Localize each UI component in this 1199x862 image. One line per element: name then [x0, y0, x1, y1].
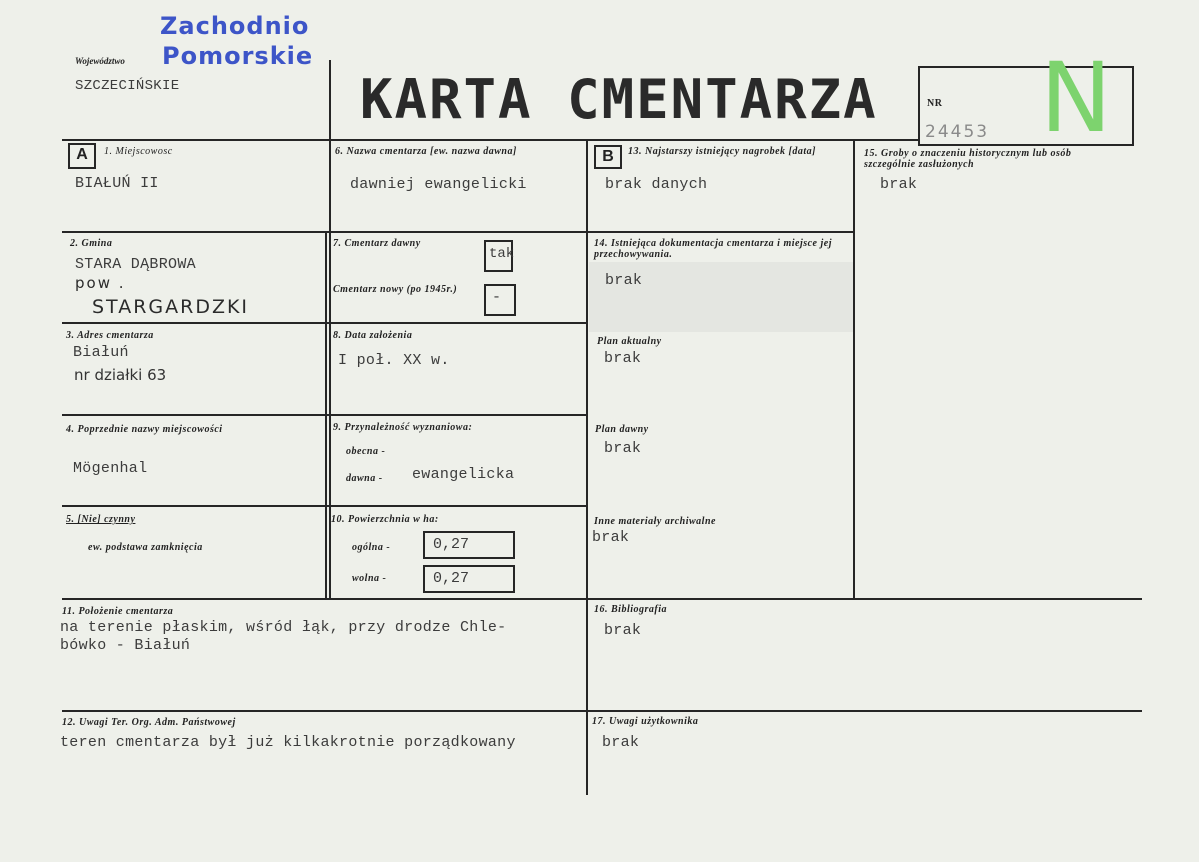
gmina-label: 2. Gmina: [70, 238, 113, 249]
ogolna-value: 0,27: [423, 531, 515, 559]
wojewodztwo-value: SZCZECIŃSKIE: [75, 78, 180, 94]
poprzednie-value: Mögenhal: [73, 460, 148, 477]
section-a-badge: A: [68, 143, 96, 169]
miejscowosc-value: BIAŁUŃ II: [75, 175, 159, 192]
poprzednie-label: 4. Poprzednie nazwy miejscowości: [66, 424, 223, 435]
bibliografia-label: 16. Bibliografia: [594, 604, 668, 615]
stamp-line2: Pomorskie: [162, 42, 314, 70]
uwagi-ter-value: teren cmentarza był już kilkakrotnie porządkowany: [60, 734, 516, 751]
nr-value: 24453: [925, 122, 990, 142]
plan-dawny-label: Plan dawny: [595, 424, 649, 435]
groby-label: 15. Groby o znaczeniu historycznym lub osób szczególnie zasłużonych: [864, 148, 1072, 170]
polozenie-value-2: bówko - Białuń: [60, 637, 191, 654]
czynny-label: 5. [Nie] czynny: [66, 514, 136, 525]
wojewodztwo-label: Województwo: [75, 56, 125, 66]
nowy-label: Cmentarz nowy (po 1945r.): [333, 284, 458, 295]
uwagi-uzytkownika-value: brak: [602, 734, 640, 751]
obecna-label: obecna -: [346, 446, 386, 457]
plan-dawny-value: brak: [604, 440, 642, 457]
dawny-value: tak: [484, 240, 513, 272]
data-zalozenia-label: 8. Data założenia: [333, 330, 413, 341]
powiat-prefix: pow .: [75, 274, 126, 292]
section-b-badge: B: [594, 145, 622, 169]
plan-aktualny-value: brak: [604, 350, 642, 367]
wolna-label: wolna -: [352, 573, 387, 584]
zamkniecie-label: ew. podstawa zamknięcia: [88, 542, 203, 553]
gmina-value: STARA DĄBROWA: [75, 256, 196, 273]
polozenie-label: 11. Położenie cmentarza: [62, 606, 174, 617]
bibliografia-value: brak: [604, 622, 642, 639]
powierzchnia-label: 10. Powierzchnia w ha:: [331, 514, 439, 525]
polozenie-value-1: na terenie płaskim, wśród łąk, przy drodze Chle-: [60, 619, 507, 636]
inne-label: Inne materiały archiwalne: [594, 516, 716, 527]
stamp-line1: Zachodnio: [160, 12, 310, 40]
inne-value: brak: [592, 529, 630, 546]
nazwa-label: 6. Nazwa cmentarza [ew. nazwa dawna]: [335, 146, 517, 157]
ogolna-label: ogólna -: [352, 542, 391, 553]
wolna-value: 0,27: [423, 565, 515, 593]
powiat-value: STARGARDZKI: [92, 296, 250, 318]
groby-value: brak: [880, 176, 918, 193]
plan-aktualny-label: Plan aktualny: [597, 336, 662, 347]
dawny-label: 7. Cmentarz dawny: [333, 238, 421, 249]
adres-value: Białuń: [73, 344, 129, 361]
adres-value-2: nr działki 63: [74, 366, 167, 384]
dawna-label: dawna -: [346, 473, 383, 484]
uwagi-uzytkownika-label: 17. Uwagi użytkownika: [592, 716, 699, 727]
uwagi-ter-label: 12. Uwagi Ter. Org. Adm. Państwowej: [62, 717, 236, 728]
przynaleznosc-label: 9. Przynależność wyznaniowa:: [333, 422, 473, 433]
card-title: KARTA CMENTARZA: [360, 68, 878, 131]
nagrobek-label: 13. Najstarszy istniejący nagrobek [data]: [628, 146, 816, 157]
dokumentacja-value: brak: [605, 272, 643, 289]
dawna-value: ewangelicka: [412, 466, 515, 483]
dokumentacja-label: 14. Istniejąca dokumentacja cmentarza i miejsce jej przechowywania.: [594, 238, 832, 260]
adres-label: 3. Adres cmentarza: [66, 330, 154, 341]
data-zalozenia-value: I poł. XX w.: [338, 352, 450, 369]
nowy-value: -: [484, 284, 516, 316]
nr-label: NR: [927, 98, 943, 109]
mark-n: N: [1040, 42, 1112, 154]
nazwa-value: dawniej ewangelicki: [350, 176, 527, 193]
miejscowosc-label: 1. Miejscowosc: [104, 146, 173, 157]
nagrobek-value: brak danych: [605, 176, 708, 193]
